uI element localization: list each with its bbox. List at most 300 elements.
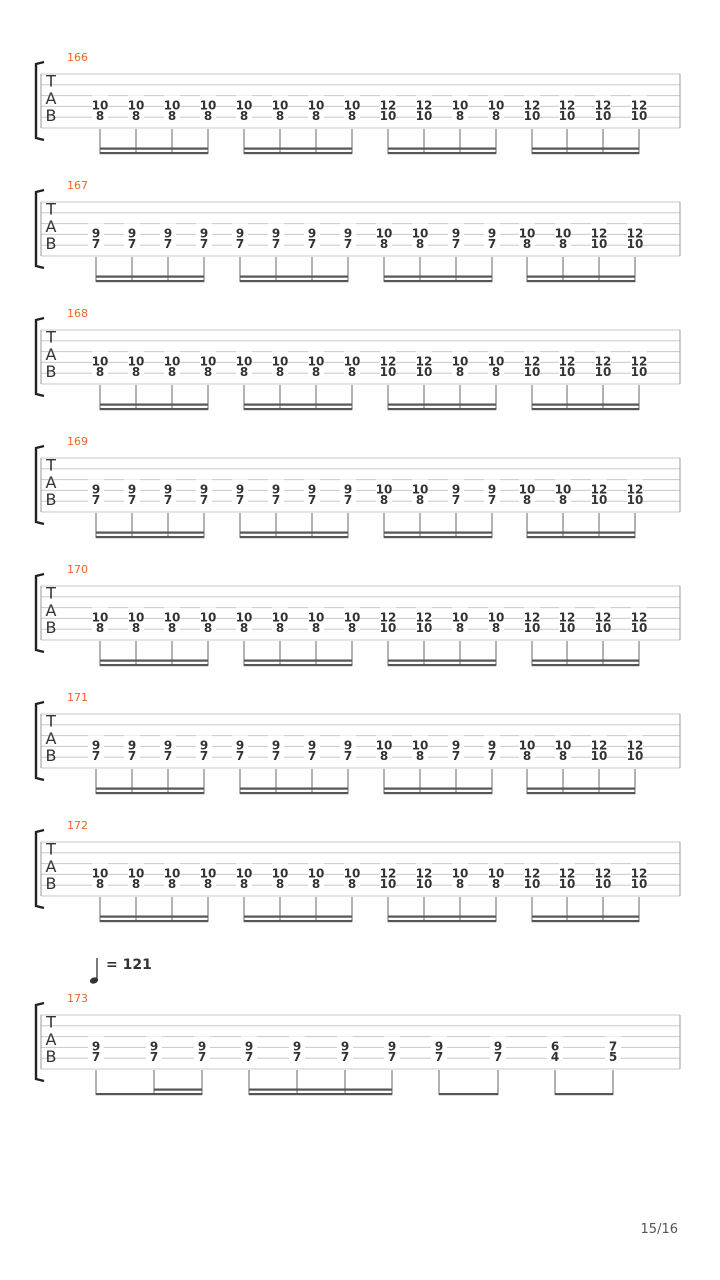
fret-number-string4: 8 <box>522 493 532 508</box>
fret-number-string4: 5 <box>608 1050 618 1065</box>
fret-number-string3: 12 <box>594 610 612 625</box>
beam-primary <box>388 152 496 154</box>
fret-number-string3: 12 <box>379 354 397 369</box>
fret-number-string4: 7 <box>199 749 209 764</box>
beam-secondary <box>388 916 496 918</box>
fret-number-string3: 10 <box>375 226 393 241</box>
fret-number-string3: 12 <box>558 610 576 625</box>
fret-number-string4: 8 <box>379 493 389 508</box>
fret-number-string3: 10 <box>307 354 325 369</box>
fret-number-string3: 12 <box>379 610 397 625</box>
fret-number-string3: 10 <box>411 226 429 241</box>
fret-number-string3: 10 <box>199 354 217 369</box>
fret-number-string4: 10 <box>594 365 612 380</box>
fret-number-string4: 8 <box>131 621 141 636</box>
fret-number-string4: 7 <box>91 493 101 508</box>
fret-number-string3: 12 <box>415 866 433 881</box>
fret-number-string4: 8 <box>203 877 213 892</box>
fret-number-string3: 12 <box>523 866 541 881</box>
fret-number-string4: 10 <box>590 493 608 508</box>
fret-number-string4: 7 <box>91 749 101 764</box>
fret-number-string3: 10 <box>451 610 469 625</box>
fret-number-string3: 9 <box>271 226 281 241</box>
fret-number-string4: 7 <box>271 493 281 508</box>
beam-primary <box>96 792 204 794</box>
fret-number-string3: 12 <box>523 354 541 369</box>
fret-number-string3: 9 <box>487 482 497 497</box>
tab-clef-t: T <box>46 1012 56 1032</box>
fret-number-string4: 10 <box>523 109 541 124</box>
tab-system <box>36 691 680 794</box>
beam-secondary <box>388 148 496 150</box>
fret-number-string4: 7 <box>127 493 137 508</box>
fret-number-string4: 8 <box>275 877 285 892</box>
fret-number-string4: 10 <box>415 621 433 636</box>
fret-number-string3: 10 <box>271 354 289 369</box>
fret-number-string3: 10 <box>91 98 109 113</box>
fret-number-string4: 8 <box>239 365 249 380</box>
fret-number-string3: 10 <box>487 866 505 881</box>
fret-number-string3: 10 <box>127 610 145 625</box>
beam-secondary <box>532 148 639 150</box>
beam-primary <box>384 280 492 282</box>
fret-number-string3: 10 <box>343 354 361 369</box>
fret-number-string3: 9 <box>340 1039 350 1054</box>
fret-number-string3: 12 <box>590 226 608 241</box>
beam-primary <box>244 664 352 666</box>
fret-number-string4: 10 <box>415 109 433 124</box>
fret-number-string3: 9 <box>127 482 137 497</box>
tab-clef-t: T <box>46 711 56 731</box>
fret-number-string4: 7 <box>91 1050 101 1065</box>
fret-number-string3: 9 <box>487 738 497 753</box>
fret-number-string3: 12 <box>523 610 541 625</box>
beam-primary <box>100 408 208 410</box>
fret-number-string3: 10 <box>199 610 217 625</box>
fret-number-string3: 10 <box>451 98 469 113</box>
fret-number-string4: 8 <box>167 621 177 636</box>
fret-number-string3: 9 <box>197 1039 207 1054</box>
fret-number-string4: 8 <box>311 621 321 636</box>
measure-number: 171 <box>67 691 88 704</box>
fret-number-string4: 7 <box>199 493 209 508</box>
fret-number-string3: 12 <box>626 738 644 753</box>
fret-number-string4: 7 <box>235 749 245 764</box>
fret-number-string3: 12 <box>379 866 397 881</box>
fret-number-string3: 7 <box>608 1039 618 1054</box>
beam-secondary <box>532 404 639 406</box>
fret-number-string4: 8 <box>167 365 177 380</box>
fret-number-string3: 9 <box>235 738 245 753</box>
fret-number-string4: 7 <box>127 749 137 764</box>
fret-number-string3: 10 <box>451 866 469 881</box>
fret-number-string3: 9 <box>271 738 281 753</box>
tab-system <box>36 563 680 666</box>
tab-clef-a: A <box>45 600 57 620</box>
fret-number-string3: 9 <box>271 482 281 497</box>
fret-number-string3: 10 <box>199 866 217 881</box>
fret-number-string3: 9 <box>149 1039 159 1054</box>
beam-secondary <box>384 788 492 790</box>
beam-secondary <box>240 276 348 278</box>
fret-number-string4: 10 <box>590 749 608 764</box>
fret-number-string3: 9 <box>451 482 461 497</box>
fret-number-string4: 8 <box>95 365 105 380</box>
fret-number-string4: 7 <box>451 237 461 252</box>
fret-number-string3: 10 <box>163 354 181 369</box>
fret-number-string3: 12 <box>590 482 608 497</box>
fret-number-string4: 7 <box>292 1050 302 1065</box>
beam-primary <box>439 1093 498 1095</box>
fret-number-string4: 8 <box>455 621 465 636</box>
fret-number-string4: 8 <box>415 493 425 508</box>
fret-number-string4: 8 <box>347 877 357 892</box>
fret-number-string3: 12 <box>558 98 576 113</box>
fret-number-string3: 9 <box>307 226 317 241</box>
fret-number-string3: 9 <box>307 482 317 497</box>
tab-clef-t: T <box>46 327 56 347</box>
beam-secondary <box>244 916 352 918</box>
fret-number-string4: 10 <box>594 877 612 892</box>
fret-number-string4: 10 <box>630 365 648 380</box>
fret-number-string3: 10 <box>411 738 429 753</box>
fret-number-string3: 10 <box>307 866 325 881</box>
fret-number-string4: 7 <box>451 493 461 508</box>
fret-number-string3: 9 <box>493 1039 503 1054</box>
fret-number-string3: 10 <box>554 226 572 241</box>
fret-number-string3: 9 <box>127 226 137 241</box>
fret-number-string4: 10 <box>558 877 576 892</box>
fret-number-string4: 8 <box>275 365 285 380</box>
fret-number-string3: 9 <box>307 738 317 753</box>
fret-number-string4: 8 <box>558 237 568 252</box>
beam-primary <box>532 664 639 666</box>
fret-number-string3: 10 <box>554 738 572 753</box>
fret-number-string3: 12 <box>626 226 644 241</box>
fret-number-string4: 7 <box>271 237 281 252</box>
fret-number-string3: 12 <box>415 610 433 625</box>
fret-number-string3: 9 <box>451 738 461 753</box>
fret-number-string3: 9 <box>91 226 101 241</box>
fret-number-string4: 8 <box>347 109 357 124</box>
beam-secondary <box>532 660 639 662</box>
tab-clef-a: A <box>45 1029 57 1049</box>
fret-number-string4: 8 <box>131 109 141 124</box>
fret-number-string4: 7 <box>434 1050 444 1065</box>
fret-number-string4: 7 <box>451 749 461 764</box>
fret-number-string3: 12 <box>558 866 576 881</box>
beam-secondary <box>527 532 635 534</box>
fret-number-string4: 10 <box>558 365 576 380</box>
fret-number-string4: 8 <box>95 621 105 636</box>
fret-number-string3: 9 <box>163 738 173 753</box>
fret-number-string3: 10 <box>343 98 361 113</box>
beam-secondary <box>96 532 204 534</box>
beam-secondary <box>244 660 352 662</box>
beam-primary <box>527 280 635 282</box>
fret-number-string4: 10 <box>630 109 648 124</box>
fret-number-string3: 10 <box>163 98 181 113</box>
tab-clef-b: B <box>45 1047 57 1067</box>
fret-number-string4: 8 <box>415 237 425 252</box>
fret-number-string3: 12 <box>558 354 576 369</box>
fret-number-string3: 9 <box>343 738 353 753</box>
beam-primary <box>96 536 204 538</box>
fret-number-string3: 10 <box>91 866 109 881</box>
tab-clef-a: A <box>45 216 57 236</box>
fret-number-string4: 7 <box>487 749 497 764</box>
fret-number-string3: 9 <box>199 226 209 241</box>
tab-clef-b: B <box>45 362 57 382</box>
fret-number-string4: 8 <box>167 877 177 892</box>
tab-clef-b: B <box>45 874 57 894</box>
measure-number: 166 <box>67 51 88 64</box>
fret-number-string3: 10 <box>487 354 505 369</box>
measure-number: 167 <box>67 179 88 192</box>
measure-number: 168 <box>67 307 88 320</box>
tab-system <box>36 51 680 154</box>
fret-number-string3: 10 <box>235 98 253 113</box>
beam-primary <box>388 664 496 666</box>
beam-primary <box>532 920 639 922</box>
fret-number-string4: 8 <box>379 237 389 252</box>
fret-number-string4: 8 <box>347 365 357 380</box>
fret-number-string4: 8 <box>558 493 568 508</box>
fret-number-string4: 8 <box>239 621 249 636</box>
beam-primary <box>100 152 208 154</box>
tab-system <box>36 307 680 410</box>
fret-number-string3: 10 <box>487 610 505 625</box>
fret-number-string4: 7 <box>199 237 209 252</box>
fret-number-string4: 10 <box>523 621 541 636</box>
tab-clef-b: B <box>45 234 57 254</box>
fret-number-string3: 9 <box>91 482 101 497</box>
fret-number-string4: 7 <box>149 1050 159 1065</box>
fret-number-string4: 7 <box>271 749 281 764</box>
beam-secondary <box>244 148 352 150</box>
fret-number-string3: 10 <box>199 98 217 113</box>
beam-primary <box>100 920 208 922</box>
fret-number-string4: 10 <box>523 365 541 380</box>
fret-number-string4: 10 <box>630 621 648 636</box>
fret-number-string4: 7 <box>343 749 353 764</box>
tab-system <box>36 819 680 922</box>
fret-number-string3: 12 <box>630 354 648 369</box>
fret-number-string3: 9 <box>343 226 353 241</box>
beam-secondary <box>96 788 204 790</box>
fret-number-string4: 8 <box>239 109 249 124</box>
fret-number-string3: 10 <box>91 610 109 625</box>
beam-secondary <box>527 276 635 278</box>
fret-number-string4: 8 <box>522 237 532 252</box>
beam-primary <box>240 536 348 538</box>
tab-clef-t: T <box>46 71 56 91</box>
fret-number-string3: 10 <box>271 98 289 113</box>
fret-number-string3: 12 <box>630 610 648 625</box>
fret-number-string3: 10 <box>487 98 505 113</box>
fret-number-string4: 10 <box>594 621 612 636</box>
beam-primary <box>527 536 635 538</box>
fret-number-string4: 8 <box>203 109 213 124</box>
fret-number-string3: 9 <box>199 482 209 497</box>
fret-number-string3: 10 <box>518 738 536 753</box>
fret-number-string4: 8 <box>131 365 141 380</box>
fret-number-string4: 7 <box>387 1050 397 1065</box>
fret-number-string4: 7 <box>91 237 101 252</box>
fret-number-string3: 9 <box>487 226 497 241</box>
beam-primary <box>388 920 496 922</box>
beam-secondary <box>100 660 208 662</box>
fret-number-string3: 10 <box>343 866 361 881</box>
beam-primary <box>244 408 352 410</box>
beam-secondary <box>527 788 635 790</box>
fret-number-string4: 10 <box>379 877 397 892</box>
fret-number-string3: 9 <box>387 1039 397 1054</box>
fret-number-string3: 10 <box>235 610 253 625</box>
fret-number-string4: 8 <box>491 621 501 636</box>
fret-number-string4: 8 <box>203 365 213 380</box>
beam-secondary <box>154 1089 202 1091</box>
fret-number-string4: 10 <box>626 493 644 508</box>
fret-number-string4: 8 <box>203 621 213 636</box>
fret-number-string3: 12 <box>590 738 608 753</box>
fret-number-string4: 10 <box>626 749 644 764</box>
fret-number-string4: 8 <box>491 877 501 892</box>
fret-number-string4: 8 <box>275 621 285 636</box>
fret-number-string4: 4 <box>550 1050 560 1065</box>
fret-number-string4: 10 <box>558 109 576 124</box>
fret-number-string4: 8 <box>239 877 249 892</box>
fret-number-string4: 8 <box>455 877 465 892</box>
beam-secondary <box>249 1089 392 1091</box>
beam-secondary <box>388 404 496 406</box>
tab-system <box>36 179 680 282</box>
tab-system <box>36 992 680 1095</box>
beam-secondary <box>240 532 348 534</box>
beam-secondary <box>100 148 208 150</box>
beam-primary <box>388 408 496 410</box>
fret-number-string4: 10 <box>379 109 397 124</box>
fret-number-string3: 10 <box>554 482 572 497</box>
fret-number-string4: 10 <box>594 109 612 124</box>
fret-number-string3: 10 <box>235 866 253 881</box>
fret-number-string3: 12 <box>379 98 397 113</box>
fret-number-string4: 7 <box>163 237 173 252</box>
beam-primary <box>384 792 492 794</box>
fret-number-string4: 8 <box>167 109 177 124</box>
tab-clef-a: A <box>45 472 57 492</box>
fret-number-string3: 10 <box>307 610 325 625</box>
beam-primary <box>384 536 492 538</box>
beam-secondary <box>384 532 492 534</box>
fret-number-string3: 10 <box>518 482 536 497</box>
fret-number-string3: 10 <box>163 610 181 625</box>
beam-primary <box>527 792 635 794</box>
fret-number-string4: 8 <box>522 749 532 764</box>
fret-number-string4: 8 <box>347 621 357 636</box>
beam-primary <box>240 792 348 794</box>
fret-number-string4: 8 <box>558 749 568 764</box>
fret-number-string4: 8 <box>95 109 105 124</box>
tab-clef-b: B <box>45 106 57 126</box>
fret-number-string3: 10 <box>411 482 429 497</box>
fret-number-string3: 9 <box>127 738 137 753</box>
fret-number-string3: 9 <box>235 482 245 497</box>
fret-number-string4: 8 <box>415 749 425 764</box>
fret-number-string3: 12 <box>594 866 612 881</box>
beam-primary <box>244 920 352 922</box>
page-number: 15/16 <box>640 1222 678 1237</box>
fret-number-string3: 12 <box>594 98 612 113</box>
fret-number-string3: 9 <box>434 1039 444 1054</box>
fret-number-string4: 8 <box>131 877 141 892</box>
beam-primary <box>96 1093 202 1095</box>
fret-number-string4: 10 <box>558 621 576 636</box>
fret-number-string4: 8 <box>379 749 389 764</box>
fret-number-string4: 10 <box>379 621 397 636</box>
tab-clef-b: B <box>45 490 57 510</box>
tab-clef-t: T <box>46 455 56 475</box>
fret-number-string3: 10 <box>271 610 289 625</box>
fret-number-string3: 10 <box>343 610 361 625</box>
beam-primary <box>100 664 208 666</box>
beam-primary <box>96 280 204 282</box>
fret-number-string4: 7 <box>343 493 353 508</box>
fret-number-string4: 7 <box>493 1050 503 1065</box>
beam-secondary <box>96 276 204 278</box>
fret-number-string3: 10 <box>518 226 536 241</box>
beam-secondary <box>240 788 348 790</box>
fret-number-string3: 12 <box>630 866 648 881</box>
fret-number-string4: 7 <box>340 1050 350 1065</box>
fret-number-string4: 8 <box>491 365 501 380</box>
fret-number-string4: 7 <box>307 493 317 508</box>
fret-number-string4: 8 <box>275 109 285 124</box>
fret-number-string3: 9 <box>199 738 209 753</box>
beam-primary <box>532 152 639 154</box>
fret-number-string4: 8 <box>311 877 321 892</box>
fret-number-string4: 7 <box>487 493 497 508</box>
fret-number-string4: 8 <box>311 109 321 124</box>
fret-number-string3: 9 <box>292 1039 302 1054</box>
fret-number-string3: 10 <box>375 482 393 497</box>
beam-secondary <box>100 916 208 918</box>
fret-number-string4: 7 <box>487 237 497 252</box>
fret-number-string3: 12 <box>630 98 648 113</box>
fret-number-string3: 12 <box>594 354 612 369</box>
beam-primary <box>244 152 352 154</box>
fret-number-string3: 9 <box>163 482 173 497</box>
fret-number-string4: 8 <box>95 877 105 892</box>
fret-number-string3: 10 <box>127 98 145 113</box>
tab-clef-t: T <box>46 839 56 859</box>
fret-number-string3: 10 <box>127 866 145 881</box>
fret-number-string3: 12 <box>626 482 644 497</box>
fret-number-string3: 10 <box>271 866 289 881</box>
quarter-note-icon <box>88 956 104 986</box>
beam-secondary <box>532 916 639 918</box>
fret-number-string4: 7 <box>197 1050 207 1065</box>
measure-number: 173 <box>67 992 88 1005</box>
tab-clef-a: A <box>45 344 57 364</box>
tab-clef-t: T <box>46 199 56 219</box>
fret-number-string4: 10 <box>415 877 433 892</box>
fret-number-string4: 10 <box>415 365 433 380</box>
measure-number: 170 <box>67 563 88 576</box>
fret-number-string3: 10 <box>91 354 109 369</box>
fret-number-string3: 9 <box>91 1039 101 1054</box>
fret-number-string4: 10 <box>630 877 648 892</box>
